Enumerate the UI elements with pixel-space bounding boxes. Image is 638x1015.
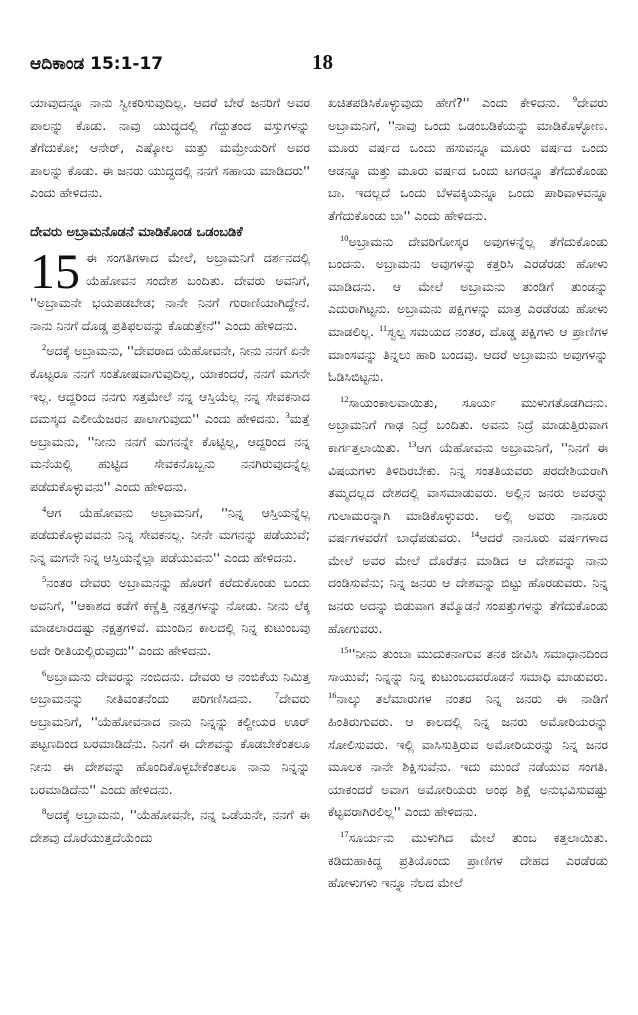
verse-number: 2: [42, 342, 47, 353]
paragraph-continued: [328, 92, 608, 228]
verse-number: 6: [42, 667, 47, 678]
paragraph: [30, 804, 310, 849]
right-column: [328, 92, 608, 898]
paragraph: [328, 392, 608, 641]
verse-text: ದೇವರು ಅಬ್ರಾಮನಿಗೆ, ''ಯೆಹೋವನಾದ ನಾನು ನಿನ್ನನ್ನು ಕಲ್ದೀಯರ ಊರ್ ಪಟ್ಟಣದಿಂದ ಬರಮಾಡಿದೆನು. ನಿನಗೆ ಈ ದೇಶವನ್ನು ಕೊಡಬೇಕೆಂತಲೂ ನೀನು ಈ ದೇಶವನ್ನು ಹೊಂದಿಕೊಳ್ಳಬೇಕೆಂತಲೂ ನಾನು ನಿನ್ನನ್ನು ಬರಮಾಡಿದೆನು'' ಎಂದು ಹೇಳಿದನು.: [30, 691, 310, 797]
verse-text: ಆಗ ಯೆಹೋವನು ಅಬ್ರಾಮನಿಗೆ, ''ನಿನ್ನ ಆಸ್ತಿಯನ್ನೆಲ್ಲ ಪಡೆದುಕೊಳ್ಳುವವನು ನಿನ್ನ ಸೇವಕನಲ್ಲ. ನೀನೇ ಮಗನನ್ನು ಪಡೆಯುವೆ; ನಿನ್ನ ಮಗನೇ ನಿನ್ನ ಆಸ್ತಿಯನ್ನೆಲ್ಲಾ ಪಡೆಯುವನು'' ಎಂದು ಹೇಳಿದನು.: [30, 504, 310, 565]
verse-text: ದೇವರು ಅಬ್ರಾಮನಿಗೆ, ''ನಾವು ಒಂದು ಒಡಂಬಡಿಕೆಯನ್ನು ಮಾಡಿಕೊಳ್ಳೋಣ. ಮೂರು ವರ್ಷದ ಒಂದು ಹಸುವನ್ನೂ ಮೂರು ವರ್ಷದ ಒಂದು ಆಡನ್ನೂ ಮತ್ತು ಮೂರು ವರ್ಷದ ಒಂದು ಟಗರನ್ನೂ ತೆಗೆದುಕೊಂಡು ಬಾ. ಇದಲ್ಲದೆ ಒಂದು ಬೆಳವಕ್ಕಿಯನ್ನೂ ಒಂದು ಪಾರಿವಾಳವನ್ನೂ ತೆಗೆದುಕೊಂಡು ಬಾ'' ಎಂದು ಹೇಳಿದನು.: [328, 95, 608, 223]
verse-number: 4: [42, 503, 47, 514]
verse-text: ಅಬ್ರಾಮನು ದೇವರಿಗೋಸ್ಕರ ಅವುಗಳನ್ನೆಲ್ಲ ತೆಗೆದುಕೊಂಡು ಬಂದನು. ಅಬ್ರಾಮನು ಅವುಗಳನ್ನು ಕತ್ತರಿಸಿ ಎರಡೆರಡು ಹೋಳು ಮಾಡಿದನು. ಆ ಮೇಲೆ ಅಬ್ರಾಮನು ತುಂಡಿಗೆ ತುಂಡನ್ನು ಎದುರಾಗಿಟ್ಟನು. ಅಬ್ರಾಮನು ಪಕ್ಷಿಗಳನ್ನು ಮಾತ್ರ ಎರಡೆರಡು ಹೋಳು ಮಾಡಲಿಲ್ಲ.: [328, 233, 608, 339]
verse-number: 8: [42, 806, 47, 817]
verse-number: 10: [340, 232, 349, 243]
verse-text: ಈ ಸಂಗತಿಗಳಾದ ಮೇಲೆ, ಅಬ್ರಾಮನಿಗೆ ದರ್ಶನದಲ್ಲಿ ಯೆಹೋವನ ಸಂದೇಶ ಬಂದಿತು. ದೇವರು ಅವನಿಗೆ, ''ಅಬ್ರಾಮನೇ ಭಯಪಡಬೇಡ; ನಾನೇ ನಿನಗೆ ಗುರಾಣಿಯಾಗಿದ್ದೇನೆ. ನಾನು ನಿನಗೆ ದೊಡ್ಡ ಪ್ರತಿಫಲವನ್ನು ಕೊಡುತ್ತೇನೆ'' ಎಂದು ಹೇಳಿದನು.: [30, 249, 310, 333]
paragraph: [30, 340, 310, 498]
paragraph-continued: ಯಾವುದನ್ನೂ ನಾನು ಸ್ವೀಕರಿಸುವುದಿಲ್ಲ. ಆದರೆ ಬೇರೆ ಜನರಿಗೆ ಅವರ ಪಾಲನ್ನು ಕೊಡು. ನಾವು ಯುದ್ಧದಲ್ಲಿ ಗೆದ್ದುತಂದ ವಸ್ತುಗಳನ್ನು ತೆಗೆದುಕೋ; ಆನೇರ್, ಎಷ್ಕೋಲ ಮತ್ತು ಮಮ್ರೇಯರಿಗೆ ಅವರ ಪಾಲನ್ನು ಕೊಡು. ಈ ಜನರು ಯುದ್ಧದಲ್ಲಿ ನನಗೆ ಸಹಾಯ ಮಾಡಿದರು'' ಎಂದು ಹೇಳಿದನು.: [30, 95, 310, 201]
verse-number: 11: [378, 322, 388, 333]
verse-text: ಮತ್ತೆ ಅಬ್ರಾಮನು, ''ನೀನು ನನಗೆ ಮಗನನ್ನೇ ಕೊಟ್ಟಿಲ್ಲ, ಆದ್ದರಿಂದ ನನ್ನ ಮನೆಯಲ್ಲಿ ಹುಟ್ಟಿದ ಸೇವಕನೊಬ್ಬನು ನನಗಿರುವುದನ್ನೆಲ್ಲ ಪಡೆದುಕೊಳ್ಳುವನು'' ಎಂದು ಹೇಳಿದನು.: [30, 411, 310, 494]
book-chapter-reference: ಆದಿಕಾಂಡ 15:1-17: [30, 54, 164, 74]
paragraph: [328, 827, 608, 895]
paragraph: [30, 502, 310, 570]
verse-number: 17: [340, 828, 349, 839]
running-header: [30, 50, 610, 80]
verse-number: 12: [340, 393, 349, 404]
verse-text: ಸಾಯಂಕಾಲವಾಯಿತು, ಸೂರ್ಯ ಮುಳುಗತೊಡಗಿದನು. ಅಬ್ರಾಮನಿಗೆ ಗಾಢ ನಿದ್ರೆ ಬಂದಿತು. ಅವನು ನಿದ್ರೆ ಮಾಡುತ್ತಿರುವಾಗ ಕಾರ್ಗತ್ತಲಾಯಿತು.: [328, 394, 608, 455]
verse-number: 16: [328, 690, 337, 701]
page-number: 18: [312, 50, 333, 74]
paragraph: [30, 666, 310, 802]
verse-text: ಸ್ವಲ್ಪ ಸಮಯದ ನಂತರ, ದೊಡ್ಡ ಪಕ್ಷಿಗಳು ಆ ಪ್ರಾಣಿಗಳ ಮಾಂಸವನ್ನು ತಿನ್ನಲು ಹಾರಿ ಬಂದವು. ಆದರೆ ಅಬ್ರಾಮನು ಅವುಗಳನ್ನು ಓಡಿಸಿಬಿಟ್ಟನು.: [328, 323, 608, 385]
verse-text: ಖಚಿತಪಡಿಸಿಕೊಳ್ಳುವುದು ಹೇಗೆ?'' ಎಂದು ಕೇಳಿದನು.: [328, 95, 561, 110]
verse-text: ಅದಕ್ಕೆ ಅಬ್ರಾಮನು, ''ಯೆಹೋವನೇ, ನನ್ನ ಒಡೆಯನೇ, ನನಗೆ ಈ ದೇಶವು ದೊರೆಯುತ್ತದೆಯೆಂದು: [30, 807, 310, 845]
verse-text: ನಾಲ್ಕು ತಲೆಮಾರುಗಳ ನಂತರ ನಿನ್ನ ಜನರು ಈ ನಾಡಿಗೆ ಹಿಂತಿರುಗುವರು. ಆ ಕಾಲದಲ್ಲಿ ನಿನ್ನ ಜನರು ಅಮೋರಿಯರನ್ನು ಸೋಲಿಸುವರು. ಇಲ್ಲಿ ವಾಸಿಸುತ್ತಿರುವ ಅಮೋರಿಯರನ್ನು ನಿನ್ನ ಜನರ ಮೂಲಕ ನಾನೇ ಶಿಕ್ಷಿಸುವೆನು. ಇದು ಮುಂದೆ ನಡೆಯುವ ಸಂಗತಿ. ಯಾಕಂದರೆ ಅವಾಗ ಅಮೋರಿಯರು ಅಂಥ ಶಿಕ್ಷೆ ಅನುಭವಿಸುವಷ್ಟು ಕೆಟ್ಟವರಾಗಿರಲಿಲ್ಲ'' ಎಂದು ಹೇಳಿದನು.: [328, 691, 608, 820]
verse-number: 13: [407, 438, 417, 449]
verse-text: ''ನೀನು ತುಂಬಾ ಮುದುಕನಾಗುವ ತನಕ ಜೀವಿಸಿ ಸಮಾಧಾನದಿಂದ ಸಾಯುವೆ; ನಿನ್ನನ್ನು ನಿನ್ನ ಕುಟುಂಬದವರೊಡನೆ ಸಮಾಧಿ ಮಾಡುವರು.: [328, 646, 608, 684]
paragraph: [328, 643, 608, 824]
verse-number: 9: [572, 93, 577, 104]
paragraph: [30, 572, 310, 662]
verse-text: ಅಬ್ರಾಮನು ದೇವರನ್ನು ನಂಬಿದನು. ದೇವರು ಆ ನಂಬಿಕೆಯ ನಿಮಿತ್ತ ಅಬ್ರಾಮನನ್ನು ನೀತಿವಂತನೆಂದು ಪರಿಗಣಿಸಿದನು.: [30, 668, 310, 707]
paragraph-chapter-start: [30, 242, 310, 337]
verse-number: 7: [274, 690, 279, 701]
verse-number: 14: [470, 529, 480, 540]
verse-number: 5: [42, 574, 47, 585]
verse-number: 15: [340, 645, 349, 656]
verse-text: ಆಗ ಯೆಹೋವನು ಅಬ್ರಾಮನಿಗೆ, ''ನಿನಗೆ ಈ ವಿಷಯಗಳು ತಿಳಿದಿರಬೇಕು. ನಿನ್ನ ಸಂತತಿಯವರು ಪರದೇಶಿಯರಾಗಿ ತಮ್ಮದಲ್ಲದ ದೇಶದಲ್ಲಿ ವಾಸಮಾಡುವರು. ಅಲ್ಲಿನ ಜನರು ಅವರನ್ನು ಗುಲಾಮರನ್ನಾಗಿ ಮಾಡಿಕೊಳ್ಳುವರು. ಅಲ್ಲಿ ಅವರು ನಾನೂರು ವರ್ಷಗಳವರೆಗೆ ಬಾಧೆಪಡುವರು.: [328, 439, 608, 546]
paragraph: [328, 231, 608, 389]
verse-number: 3: [285, 409, 290, 420]
section-heading: ದೇವರು ಅಬ್ರಾಮನೊಡನೆ ಮಾಡಿಕೊಂಡ ಒಡಂಬಡಿಕೆ: [30, 224, 243, 240]
verse-text: ನಂತರ ದೇವರು ಅಬ್ರಾಮನನ್ನು ಹೊರಗೆ ಕರೆದುಕೊಂಡು ಬಂದು ಅವನಿಗೆ, ''ಆಕಾಶದ ಕಡೆಗೆ ಕಣ್ಣೆತ್ತಿ ನಕ್ಷತ್ರಗಳನ್ನು ನೋಡು. ನೀನು ಲೆಕ್ಕ ಮಾಡಲಾರದಷ್ಟು ನಕ್ಷತ್ರಗಳಿವೆ. ಮುಂದಿನ ಕಾಲದಲ್ಲಿ ನಿನ್ನ ಕುಟುಂಬವು ಅದೇ ರೀತಿಯಲ್ಲಿರುವುದು'' ಎಂದು ಹೇಳಿದನು.: [30, 575, 310, 659]
verse-text: ಸೂರ್ಯನು ಮುಳುಗಿದ ಮೇಲೆ ತುಂಬ ಕತ್ತಲಾಯಿತು. ಕಡಿದುಹಾಕಿದ್ದ ಪ್ರತಿಯೊಂದು ಪ್ರಾಣಿಗಳ ದೇಹದ ಎರಡೆರಡು ಹೋಳುಗಳು ಇನ್ನೂ ನೆಲದ ಮೇಲೆ: [328, 830, 608, 891]
verse-text: ಆದರೆ ನಾನೂರು ವರ್ಷಗಳಾದ ಮೇಲೆ ಅವರ ಮೇಲೆ ದೊರೆತನ ಮಾಡಿದ ಆ ದೇಶವನ್ನು ನಾನು ದಂಡಿಸುವೆನು; ನಿನ್ನ ಜನರು ಆ ದೇಶವನ್ನು ಬಿಟ್ಟು ಹೊರಡುವರು. ನಿನ್ನ ಜನರು ಅದನ್ನು ಬಿಡುವಾಗ ತಮ್ಮೊಡನೆ ಸಂಪತ್ತುಗಳನ್ನು ತೆಗೆದುಕೊಂಡು ಹೋಗುವರು.: [328, 530, 608, 636]
left-column: [30, 92, 310, 852]
verse-text: ಅದಕ್ಕೆ ಅಬ್ರಾಮನು, ''ದೇವರಾದ ಯೆಹೋವನೇ, ನೀನು ನನಗೆ ಏನೇ ಕೊಟ್ಟರೂ ನನಗೆ ಸಂತೋಷವಾಗುವುದಿಲ್ಲ, ಯಾಕಂದರೆ, ನನಗೆ ಮಗನೇ ಇಲ್ಲ. ಆದ್ದರಿಂದ ನನಗು ಸತ್ತಮೇಲೆ ನನ್ನ ಆಸ್ತಿಯೆಲ್ಲ ನನ್ನ ಸೇವಕನಾದ ದಮಸ್ಕದ ಎಲೀಯೆಜರನ ಪಾಲಾಗುವುದು'' ಎಂದು ಹೇಳಿದನು.: [30, 343, 310, 427]
chapter-number: 15: [30, 242, 80, 299]
